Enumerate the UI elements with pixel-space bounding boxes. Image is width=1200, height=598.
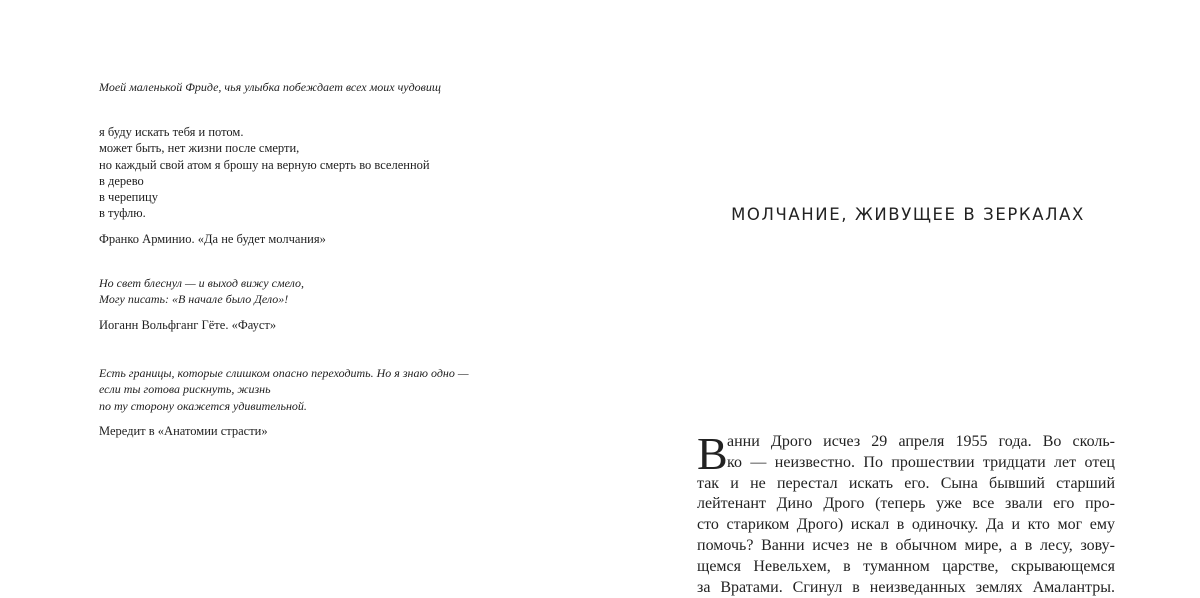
epigraph-greys-anatomy [99, 365, 469, 439]
right-page [600, 0, 1200, 596]
body-line: щемся Невельхем, в туманном царстве, скрывающемся [697, 557, 1115, 575]
body-line: помочь? Ванни исчез не в обычном мире, а в лесу, зову- [697, 536, 1115, 554]
verse-line: может быть, нет жизни после смерти, [99, 141, 300, 156]
epigraph-attribution: Иоганн Вольфганг Гёте. «Фауст» [99, 317, 277, 332]
verse-line: в дерево [99, 173, 144, 188]
verse-line: Но свет блеснул — и выход вижу смело, [99, 276, 305, 290]
epigraph-attribution: Мередит в «Анатомии страсти» [99, 423, 268, 438]
drop-cap: В [697, 428, 728, 479]
verse-line: Могу писать: «В начале было Дело»! [99, 292, 289, 307]
body-line: анни Дрого исчез 29 апреля 1955 года. Во сколь- [727, 433, 1115, 450]
verse-line: по ту сторону окажется удивительной. [99, 398, 307, 413]
chapter-title: МОЛЧАНИЕ, ЖИВУЩЕЕ В ЗЕРКАЛАХ [731, 205, 1085, 224]
verse-line: Есть границы, которые слишком опасно переходить. Но я знаю одно — [99, 366, 469, 380]
dedication: Моей маленькой Фриде, чья улыбка побеждает всех моих чудовищ [99, 80, 441, 94]
body-line: лейтенант Дино Дрого (теперь уже все звали его про- [697, 495, 1115, 513]
epigraph-verse [99, 275, 304, 308]
body-line: так и не перестал искать его. Сына бывший старший [697, 474, 1115, 492]
body-line: за Вратами. Сгинул в неизведанных землях Амалантры. [697, 578, 1115, 596]
verse-line: в туфлю. [99, 206, 146, 221]
body-line: ко — неизвестно. По прошествии тридцати лет отец [727, 453, 1115, 471]
verse-line: но каждый свой атом я брошу на верную смерть во вселенной [99, 157, 430, 172]
chapter-body [697, 428, 1115, 598]
epigraph-goethe [99, 275, 304, 333]
left-page [0, 0, 600, 587]
epigraph-verse [99, 365, 469, 414]
verse-line: в черепицу [99, 190, 158, 205]
verse-line: я буду искать тебя и потом. [99, 125, 244, 139]
epigraph-armino [99, 124, 430, 247]
body-line: сто стариком Дрого) искал в одиночку. Да и кто мог ему [697, 516, 1115, 534]
epigraph-verse [99, 124, 430, 222]
epigraph-attribution: Франко Арминио. «Да не будет молчания» [99, 231, 326, 246]
verse-line: если ты готова рискнуть, жизнь [99, 382, 271, 397]
